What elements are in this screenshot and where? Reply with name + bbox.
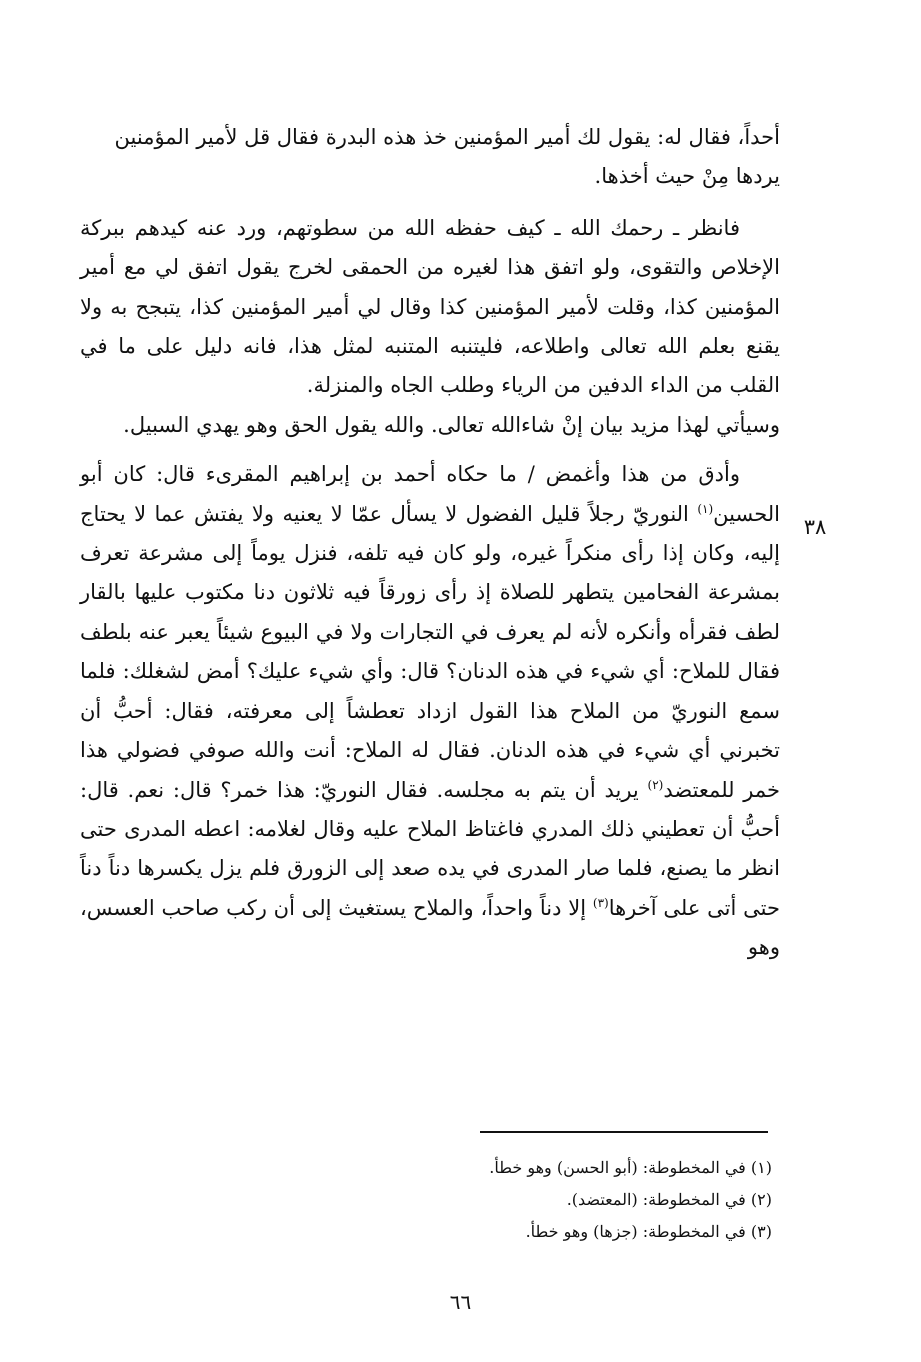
paragraph-2: فانظر ـ رحمك الله ـ كيف حفظه الله من سطوتهم، ورد عنه كيدهم ببركة الإخلاص والتقوى، ولو اتفق هذا لغيره من الحمقى لخرج يقول اتفق لي مع أمير المؤمنين كذا، وقلت لأمير المؤمنين كذا وقال لي أمير المؤمنين كذا، يتبجح به ولا يقنع بعلم الله تعالى واطلاعه، فليتنبه المتنبه لمثل هذا، فانه دليل على ما في القلب من الداء الدفين من الرياء وطلب الجاه والمنزلة. xyxy=(80,215,780,398)
paragraph-4-part-b: النوريّ رجلاً قليل الفضول لا يسأل عمّا لا يعنيه ولا يفتش عما لا يحتاج إليه، وكان إذا رأى منكراً غيره، ولو كان فيه تلفه، فنزل يوماً إلى مشرعة تعرف بمشرعة الفحامين يتطهر للصلاة إذ رأى زورقاً فيه ثلاثون دنا مكتوب عليها بالقار لطف فقرأه وأنكره لأنه لم يعرف في التجارات ولا في البيوع شيئاً يعبر عنه بلطف فقال للملاح: أي شيء في هذه الدنان؟ قال: وأي شيء عليك؟ أمض لشغلك: فلما سمع النوريّ من الملاح هذا القول ازداد تعطشاً إلى معرفته، فقال: أحبُّ أن تخبرني أي شيء في هذه الدنان. فقال له الملاح: أنت والله صوفي فضولي هذا خمر للمعتضد xyxy=(80,501,781,802)
footnote-3: (٣) في المخطوطة: (جزها) وهو خطأ. xyxy=(525,1222,772,1241)
footnote-divider xyxy=(480,1131,768,1133)
footnotes xyxy=(380,1152,772,1248)
main-text xyxy=(80,118,780,968)
margin-folio-number: ٣٨ xyxy=(803,515,827,539)
footnote-ref-2: (٢) xyxy=(647,777,664,792)
paragraph-1-line-1: أحداً، فقال له: يقول لك أمير المؤمنين خذ هذه البدرة فقال قل لأمير المؤمنين xyxy=(114,125,780,149)
paragraph-3: وسيأتي لهذا مزيد بيان إنْ شاءالله تعالى. والله يقول الحق وهو يهدي السبيل. xyxy=(123,412,780,437)
paragraph-4 xyxy=(80,455,780,967)
footnote-ref-3: (٣) xyxy=(592,895,609,910)
paragraph-1-line-2: يردها مِنْ حيث أخذها. xyxy=(594,164,780,189)
footnote-1: (١) في المخطوطة: (أبو الحسن) وهو خطأ. xyxy=(489,1158,772,1177)
paragraph-4-part-d: إلا دناً واحداً، والملاح يستغيث إلى أن ركب صاحب العسس، وهو xyxy=(80,895,780,960)
paragraph-4-part-c: يريد أن يتم به مجلسه. فقال النوريّ: هذا خمر؟ قال: نعم. قال: أحبُّ أن تعطيني ذلك المدري فاغتاظ الملاح عليه وقال لغلامه: اعطه المدرى حتى انظر ما يصنع، فلما صار المدرى في يده صعد إلى الزورق فلم يزل يكسرها دناً دناً حتى أتى على آخرها xyxy=(80,777,780,920)
paragraph-1 xyxy=(80,118,780,197)
footnote-2: (٢) في المخطوطة: (المعتضد). xyxy=(566,1190,772,1209)
page-number: ٦٦ xyxy=(449,1290,472,1314)
footnote-ref-1: (١) xyxy=(697,501,714,516)
paragraph-4-part-a: وأدق من هذا وأغمض / ما حكاه أحمد بن إبراهيم المقرىء قال: كان أبو الحسين xyxy=(80,462,780,526)
